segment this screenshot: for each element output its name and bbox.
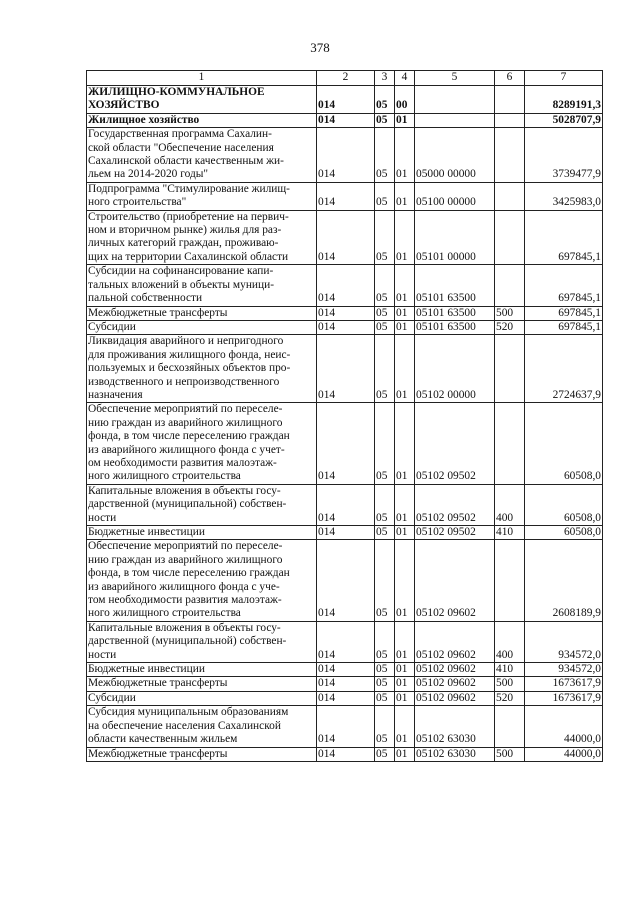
table-row: [87, 621, 603, 662]
row-name-cell: Субсидии: [87, 691, 317, 705]
table-row: [87, 86, 603, 114]
row-target-article-code: 05102 09602: [415, 663, 495, 677]
row-section-code: 05: [375, 320, 395, 334]
row-target-article-code: 05102 09602: [415, 540, 495, 621]
row-name-cell: Государственная программа Сахалин- ской области "Обеспечение населения Сахалинской области качественным жи- льем на 2014-2020 годы": [87, 128, 317, 183]
row-name-cell: Бюджетные инвестиции: [87, 663, 317, 677]
row-target-article-code: 05102 09502: [415, 484, 495, 525]
row-amount: 60508,0: [525, 403, 603, 484]
row-subsection-code: 01: [395, 128, 415, 183]
row-subsection-code: 01: [395, 210, 415, 265]
row-subsection-code: 01: [395, 663, 415, 677]
row-name-cell: Межбюджетные трансферты: [87, 306, 317, 320]
row-target-article-code: 05101 63500: [415, 320, 495, 334]
row-amount: 934572,0: [525, 621, 603, 662]
table-row: [87, 706, 603, 747]
row-amount: 3739477,9: [525, 128, 603, 183]
row-ministry-code: 014: [317, 677, 375, 691]
row-amount: 697845,1: [525, 265, 603, 306]
row-section-code: 05: [375, 265, 395, 306]
table-row: [87, 403, 603, 484]
row-expense-type-code: [495, 128, 525, 183]
row-section-code: 05: [375, 306, 395, 320]
row-target-article-code: 05102 09502: [415, 526, 495, 540]
row-expense-type-code: 520: [495, 691, 525, 705]
row-ministry-code: 014: [317, 526, 375, 540]
row-ministry-code: 014: [317, 306, 375, 320]
row-subsection-code: 01: [395, 265, 415, 306]
row-subsection-code: 01: [395, 335, 415, 403]
table-row: [87, 320, 603, 334]
row-ministry-code: 014: [317, 484, 375, 525]
row-target-article-code: 05102 09502: [415, 403, 495, 484]
row-section-code: 05: [375, 526, 395, 540]
table-row: [87, 210, 603, 265]
row-amount: 60508,0: [525, 484, 603, 525]
row-expense-type-code: 500: [495, 747, 525, 761]
row-ministry-code: 014: [317, 128, 375, 183]
row-name-cell: Межбюджетные трансферты: [87, 747, 317, 761]
row-name-cell: Субсидии: [87, 320, 317, 334]
table-row: [87, 540, 603, 621]
row-ministry-code: 014: [317, 210, 375, 265]
row-name-cell: Капитальные вложения в объекты госу- дарственной (муниципальной) собствен- ности: [87, 484, 317, 525]
row-section-code: 05: [375, 182, 395, 210]
table-row: [87, 335, 603, 403]
row-amount: 1673617,9: [525, 677, 603, 691]
row-name-cell: Ликвидация аварийного и непригодного для проживания жилищного фонда, неис- пользуемых и бесхозяйных объектов про- изводственного и непроизводственного назначения: [87, 335, 317, 403]
row-expense-type-code: 410: [495, 663, 525, 677]
row-expense-type-code: [495, 706, 525, 747]
table-row: [87, 182, 603, 210]
row-section-code: 05: [375, 706, 395, 747]
row-target-article-code: 05101 63500: [415, 265, 495, 306]
row-expense-type-code: 500: [495, 677, 525, 691]
table-row: [87, 128, 603, 183]
row-expense-type-code: [495, 265, 525, 306]
row-ministry-code: 014: [317, 403, 375, 484]
budget-table-body: [87, 86, 603, 762]
row-expense-type-code: 500: [495, 306, 525, 320]
row-amount: 934572,0: [525, 663, 603, 677]
row-section-code: 05: [375, 747, 395, 761]
row-expense-type-code: [495, 540, 525, 621]
row-subsection-code: 01: [395, 706, 415, 747]
row-section-code: 05: [375, 621, 395, 662]
row-ministry-code: 014: [317, 691, 375, 705]
row-amount: 697845,1: [525, 210, 603, 265]
row-section-code: 05: [375, 335, 395, 403]
row-expense-type-code: 400: [495, 621, 525, 662]
row-expense-type-code: [495, 86, 525, 114]
row-target-article-code: 05101 63500: [415, 306, 495, 320]
row-target-article-code: 05102 63030: [415, 747, 495, 761]
row-amount: 5028707,9: [525, 113, 603, 127]
row-section-code: 05: [375, 663, 395, 677]
row-name-cell: Субсидия муниципальным образованиям на обеспечение населения Сахалинской области качественным жильем: [87, 706, 317, 747]
table-row: [87, 691, 603, 705]
row-target-article-code: 05102 63030: [415, 706, 495, 747]
row-amount: 8289191,3: [525, 86, 603, 114]
row-amount: 44000,0: [525, 706, 603, 747]
row-section-code: 05: [375, 677, 395, 691]
row-section-code: 05: [375, 484, 395, 525]
row-expense-type-code: [495, 182, 525, 210]
row-expense-type-code: [495, 113, 525, 127]
table-row: [87, 113, 603, 127]
row-amount: 2724637,9: [525, 335, 603, 403]
row-amount: 1673617,9: [525, 691, 603, 705]
row-section-code: 05: [375, 113, 395, 127]
row-target-article-code: 05000 00000: [415, 128, 495, 183]
header-cell-ministry: 2: [317, 71, 375, 86]
header-cell-section: 3: [375, 71, 395, 86]
row-name-cell: Строительство (приобретение на первич- ном и вторичном рынке) жилья для раз- личных категорий граждан, проживаю- щих на территории Сахалинской области: [87, 210, 317, 265]
table-row: [87, 484, 603, 525]
header-cell-name: 1: [87, 71, 317, 86]
header-cell-expense-type: 6: [495, 71, 525, 86]
table-row: [87, 306, 603, 320]
page-number: 378: [310, 40, 330, 55]
row-amount: 3425983,0: [525, 182, 603, 210]
row-amount: 2608189,9: [525, 540, 603, 621]
row-section-code: 05: [375, 128, 395, 183]
row-section-code: 05: [375, 540, 395, 621]
row-ministry-code: 014: [317, 706, 375, 747]
row-ministry-code: 014: [317, 621, 375, 662]
row-ministry-code: 014: [317, 265, 375, 306]
row-ministry-code: 014: [317, 320, 375, 334]
row-subsection-code: 01: [395, 677, 415, 691]
row-subsection-code: 01: [395, 113, 415, 127]
row-name-cell: Обеспечение мероприятий по переселе- нию граждан из аварийного жилищного фонда, в том числе переселению граждан из аварийного жилищного фонда с уче- том необходимости развития малоэтаж- ного жилищного строительства: [87, 540, 317, 621]
row-name-cell: ЖИЛИЩНО-КОММУНАЛЬНОЕ ХОЗЯЙСТВО: [87, 86, 317, 114]
row-target-article-code: 05100 00000: [415, 182, 495, 210]
row-expense-type-code: 520: [495, 320, 525, 334]
row-ministry-code: 014: [317, 747, 375, 761]
row-name-cell: Подпрограмма "Стимулирование жилищ- ного строительства": [87, 182, 317, 210]
row-target-article-code: [415, 113, 495, 127]
row-subsection-code: 01: [395, 306, 415, 320]
row-subsection-code: 01: [395, 182, 415, 210]
header-cell-subsection: 4: [395, 71, 415, 86]
row-ministry-code: 014: [317, 182, 375, 210]
row-subsection-code: 01: [395, 747, 415, 761]
table-row: [87, 747, 603, 761]
table-row: [87, 526, 603, 540]
row-section-code: 05: [375, 691, 395, 705]
row-ministry-code: 014: [317, 335, 375, 403]
row-subsection-code: 01: [395, 540, 415, 621]
row-expense-type-code: 400: [495, 484, 525, 525]
row-amount: 60508,0: [525, 526, 603, 540]
row-expense-type-code: [495, 335, 525, 403]
row-subsection-code: 01: [395, 526, 415, 540]
row-name-cell: Капитальные вложения в объекты госу- дарственной (муниципальной) собствен- ности: [87, 621, 317, 662]
row-section-code: 05: [375, 86, 395, 114]
row-subsection-code: 01: [395, 320, 415, 334]
row-target-article-code: 05101 00000: [415, 210, 495, 265]
row-subsection-code: 00: [395, 86, 415, 114]
row-name-cell: Субсидии на софинансирование капи- тальных вложений в объекты муници- пальной собственности: [87, 265, 317, 306]
row-name-cell: Обеспечение мероприятий по переселе- нию граждан из аварийного жилищного фонда, в том числе переселению граждан из аварийного жилищного фонда с учет- ом необходимости развития малоэтаж- ного жилищного строительства: [87, 403, 317, 484]
row-name-cell: Бюджетные инвестиции: [87, 526, 317, 540]
row-ministry-code: 014: [317, 113, 375, 127]
table-row: [87, 677, 603, 691]
row-subsection-code: 01: [395, 621, 415, 662]
row-subsection-code: 01: [395, 691, 415, 705]
row-target-article-code: 05102 00000: [415, 335, 495, 403]
row-name-cell: Жилищное хозяйство: [87, 113, 317, 127]
row-target-article-code: 05102 09602: [415, 677, 495, 691]
row-expense-type-code: 410: [495, 526, 525, 540]
row-amount: 44000,0: [525, 747, 603, 761]
row-subsection-code: 01: [395, 484, 415, 525]
row-name-cell: Межбюджетные трансферты: [87, 677, 317, 691]
row-section-code: 05: [375, 403, 395, 484]
row-amount: 697845,1: [525, 320, 603, 334]
header-row: [87, 71, 603, 86]
row-expense-type-code: [495, 403, 525, 484]
header-cell-target-article: 5: [415, 71, 495, 86]
row-expense-type-code: [495, 210, 525, 265]
row-target-article-code: [415, 86, 495, 114]
table-row: [87, 663, 603, 677]
row-ministry-code: 014: [317, 86, 375, 114]
row-ministry-code: 014: [317, 663, 375, 677]
row-target-article-code: 05102 09602: [415, 691, 495, 705]
row-ministry-code: 014: [317, 540, 375, 621]
table-row: [87, 265, 603, 306]
budget-table: [86, 70, 603, 762]
row-target-article-code: 05102 09602: [415, 621, 495, 662]
row-section-code: 05: [375, 210, 395, 265]
header-cell-amount: 7: [525, 71, 603, 86]
row-amount: 697845,1: [525, 306, 603, 320]
row-subsection-code: 01: [395, 403, 415, 484]
